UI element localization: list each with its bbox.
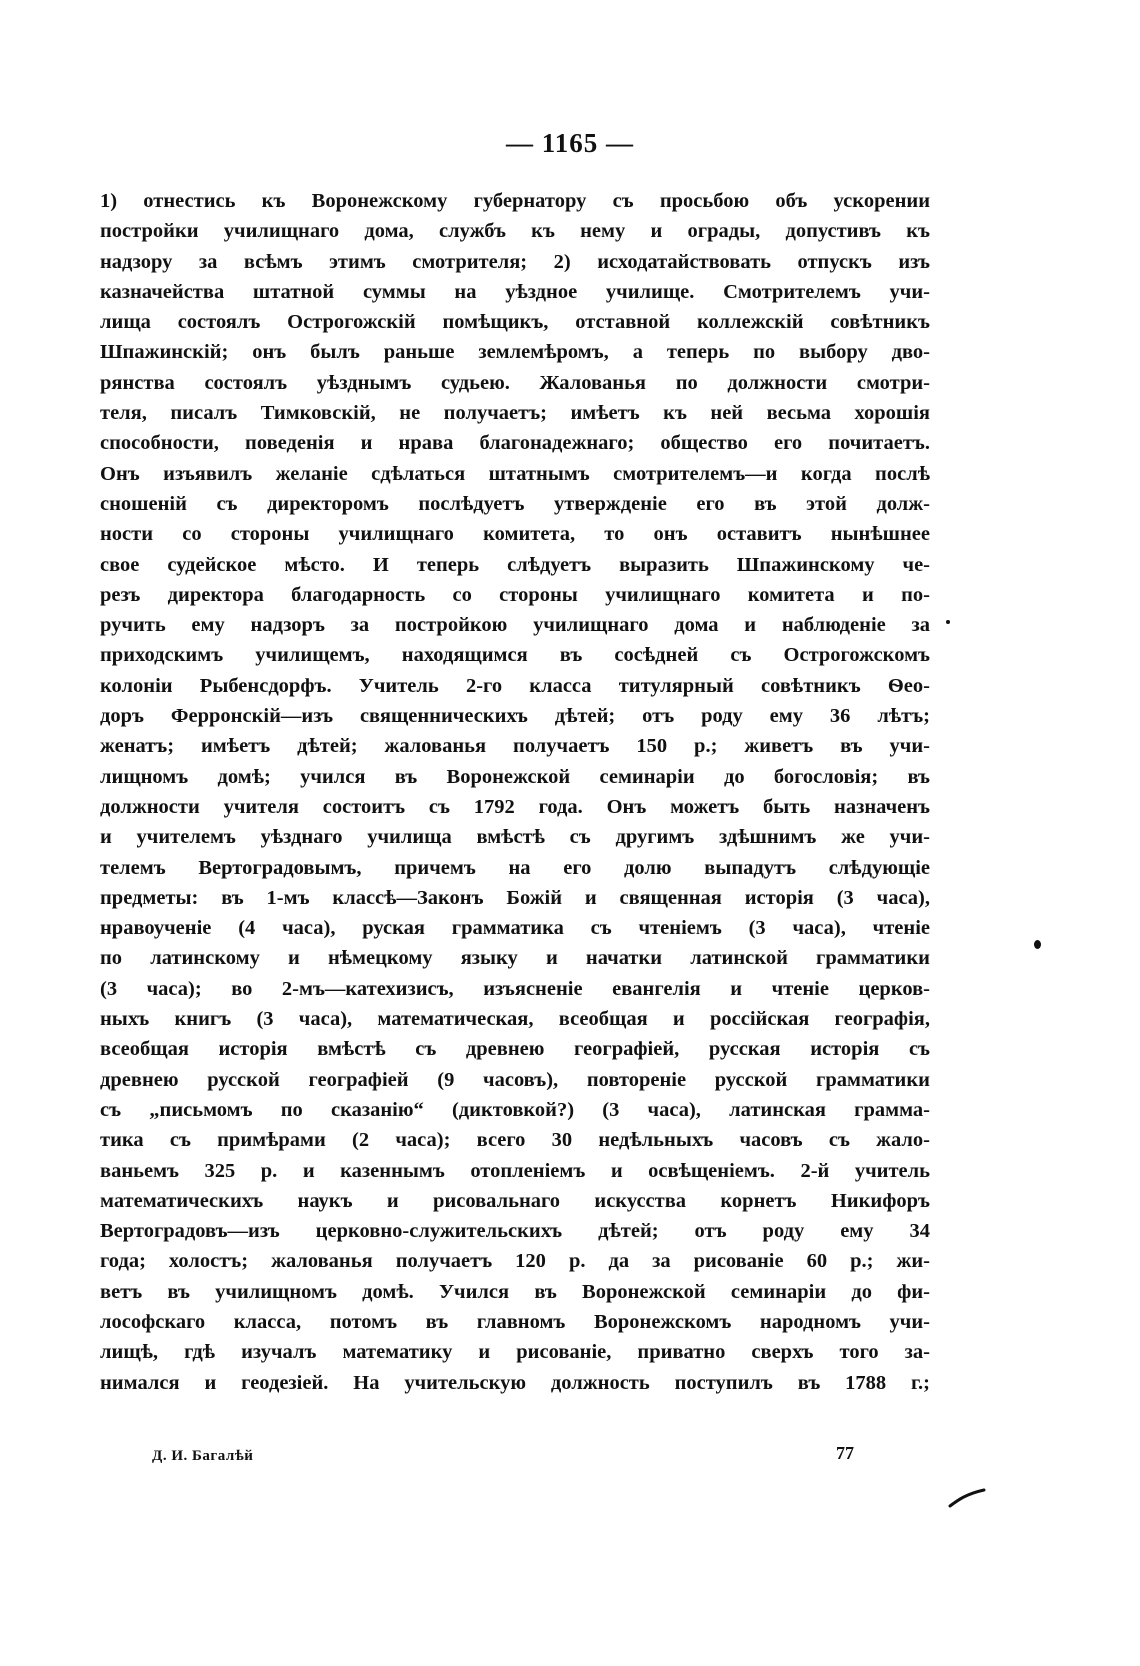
text-line: лищѣ, гдѣ изучалъ математику и рисованіе, приватно сверхъ того за-	[100, 1341, 930, 1364]
body-text	[100, 186, 930, 1398]
text-line: Онъ изъявилъ желаніе сдѣлаться штатнымъ смотрителемъ—и когда послѣ	[100, 462, 930, 485]
text-line: по латинскому и нѣмецкому языку и начатки латинской грамматики	[100, 947, 930, 970]
text-line: тика съ примѣрами (2 часа); всего 30 недѣльныхъ часовъ съ жало-	[100, 1129, 930, 1152]
text-line: нравоученіе (4 часа), руская грамматика съ чтеніемъ (3 часа), чтеніе	[100, 917, 930, 940]
text-line: приходскимъ училищемъ, находящимся въ сосѣдней съ Острогожскомъ	[100, 644, 930, 667]
text-line: ветъ въ училищномъ домѣ. Учился въ Воронежской семинаріи до фи-	[100, 1280, 930, 1303]
text-line: года; холостъ; жалованья получаетъ 120 р. да за рисованіе 60 р.; жи-	[100, 1250, 930, 1273]
page-number: — 1165 —	[505, 128, 634, 158]
text-line: лософскаго класса, потомъ въ главномъ Воронежскомъ народномъ учи-	[100, 1310, 930, 1333]
text-line: 1) отнестись къ Воронежскому губернатору съ просьбою объ ускорении	[100, 190, 930, 212]
text-line: постройки училищнаго дома, службъ къ нему и ограды, допустивъ къ	[100, 220, 930, 243]
text-line: женатъ; имѣетъ дѣтей; жалованья получаетъ 150 р.; живетъ въ учи-	[100, 735, 930, 758]
footer-signature: 77	[836, 1443, 854, 1463]
text-line: Шпажинскій; онъ былъ раньше землемѣромъ, а теперь по выбору дво-	[100, 341, 930, 364]
text-line: съ „письмомъ по сказанію“ (диктовкой?) (3 часа), латинская грамма-	[100, 1098, 930, 1121]
text-line: способности, поведенія и нрава благонадежнаго; общество его почитаетъ.	[100, 432, 930, 455]
text-line: математическихъ наукъ и рисовальнаго искусства корнетъ Никифоръ	[100, 1189, 930, 1212]
text-line: лищномъ домѣ; учился въ Воронежской семинаріи до богословія; въ	[100, 765, 930, 788]
text-line: свое судейское мѣсто. И теперь слѣдуетъ выразить Шпажинскому че-	[100, 553, 930, 576]
text-line: ности со стороны училищнаго комитета, то онъ оставитъ нынѣшнее	[100, 523, 930, 546]
text-line: рянства состоялъ уѣзднымъ судьею. Жалованья по должности смотри-	[100, 371, 930, 394]
text-line: и учителемъ уѣзднаго училища вмѣстѣ съ другимъ здѣшнимъ же учи-	[100, 826, 930, 849]
text-line: теля, писалъ Тимковскій, не получаетъ; имѣетъ къ ней весьма хорошія	[100, 402, 930, 425]
text-line: предметы: въ 1-мъ классѣ—Законъ Божій и священная исторія (3 часа),	[100, 886, 930, 909]
text-line: доръ Ферронскій—изъ священническихъ дѣтей; отъ роду ему 36 лѣтъ;	[100, 705, 930, 728]
scan-speck	[1034, 940, 1041, 949]
text-line: резъ директора благодарность со стороны училищнаго комитета и по-	[100, 583, 930, 606]
scan-speck	[946, 620, 950, 624]
text-line: Вертоградовъ—изъ церковно-служительскихъ дѣтей; отъ роду ему 34	[100, 1220, 930, 1243]
text-line: ручить ему надзоръ за постройкою училищнаго дома и наблюденіе за	[100, 614, 930, 637]
text-line: колоніи Рыбенсдорфъ. Учитель 2-го класса титулярный совѣтникъ Ѳео-	[100, 674, 930, 697]
text-line: надзору за всѣмъ этимъ смотрителя; 2) исходатайствовать отпускъ изъ	[100, 250, 930, 273]
text-line: лища состоялъ Острогожскій помѣщикъ, отставной коллежскій совѣтникъ	[100, 311, 930, 334]
text-line: ваньемъ 325 р. и казеннымъ отопленіемъ и освѣщеніемъ. 2-й учитель	[100, 1159, 930, 1182]
text-line: казначейства штатной суммы на уѣздное училище. Смотрителемъ учи-	[100, 280, 930, 303]
text-line: телемъ Вертоградовымъ, причемъ на его долю выпадутъ слѣдующіе	[100, 856, 930, 879]
text-line: всеобщая исторія вмѣстѣ съ древнею географіей, русская исторія съ	[100, 1038, 930, 1061]
footer-author: Д. И. Багалѣй	[152, 1448, 254, 1464]
text-line: древнею русской географіей (9 часовъ), повтореніе русской грамматики	[100, 1068, 930, 1091]
pencil-mark-icon	[948, 1486, 988, 1510]
text-line: должности учителя состоитъ съ 1792 года. Онъ можетъ быть назначенъ	[100, 795, 930, 818]
text-line: ныхъ книгъ (3 часа), математическая, всеобщая и россійская географія,	[100, 1008, 930, 1031]
text-line: сношеній съ директоромъ послѣдуетъ утвержденіе его въ этой долж-	[100, 492, 930, 515]
text-line: (3 часа); во 2-мъ—катехизисъ, изъясненіе евангелія и чтеніе церков-	[100, 977, 930, 1000]
text-line: нимался и геодезіей. На учительскую должность поступилъ въ 1788 г.;	[100, 1371, 930, 1394]
